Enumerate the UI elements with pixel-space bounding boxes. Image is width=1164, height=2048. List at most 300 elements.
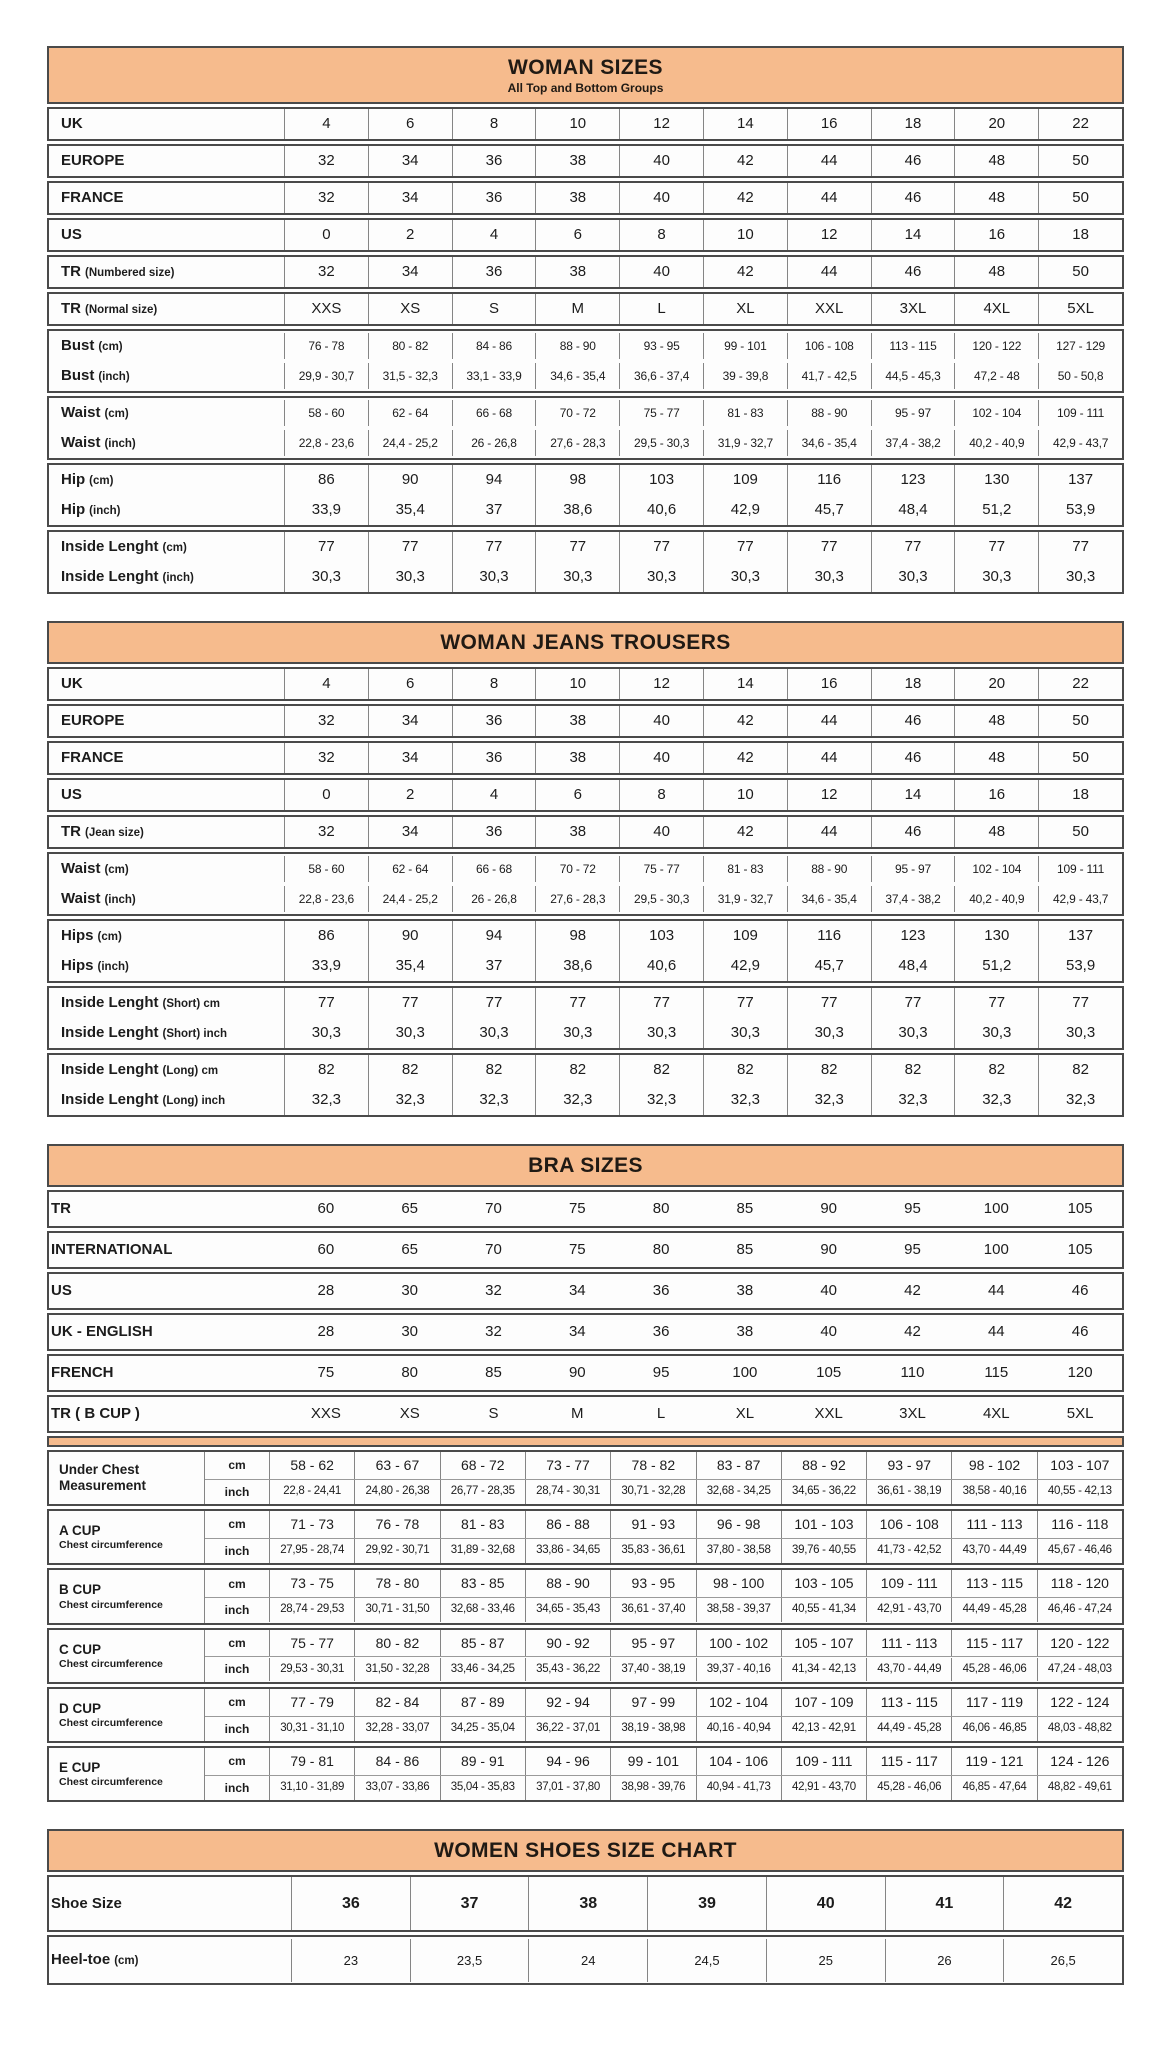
size-cell: 45,7 [787, 951, 871, 981]
size-cell: 47,2 - 48 [954, 363, 1038, 389]
size-cell: 24,80 - 26,38 [354, 1480, 439, 1504]
size-row [49, 854, 1122, 884]
size-cell: 109 - 111 [866, 1570, 951, 1597]
size-cell: 38 [535, 257, 619, 287]
size-cell: 62 - 64 [368, 400, 452, 426]
row-group [47, 107, 1124, 141]
size-cell: 24,5 [647, 1939, 766, 1983]
cup-label-note: Chest circumference [59, 1657, 163, 1670]
size-cell: 44 [787, 257, 871, 287]
row-label-text: Shoe Size [51, 1894, 122, 1912]
size-cell: 75 [568, 1241, 586, 1258]
size-cell: 37 [452, 951, 536, 981]
size-cell: 45,7 [787, 495, 871, 525]
size-cell: 40 [766, 1877, 885, 1930]
size-cell: M [535, 294, 619, 324]
size-cell: 34,25 - 35,04 [440, 1717, 525, 1741]
row-label-text: Waist [61, 890, 101, 907]
size-cell: 75 - 77 [269, 1630, 354, 1657]
size-cell: 79 - 81 [269, 1748, 354, 1775]
size-cell: 82 [535, 1055, 619, 1085]
row-group [47, 144, 1124, 178]
size-cell: 42 [904, 1323, 921, 1340]
size-cell: S [488, 1405, 499, 1422]
size-cell: 42,9 - 43,7 [1038, 430, 1122, 456]
row-label-note: (inch) [104, 438, 136, 450]
size-cell: 77 [452, 532, 536, 562]
size-row [49, 817, 1122, 847]
size-cell: 35,04 - 35,83 [440, 1776, 525, 1800]
size-cell: 6 [368, 109, 452, 139]
size-cell: 38 [736, 1282, 754, 1299]
size-cell: 102 - 104 [696, 1689, 781, 1716]
size-cell: 87 - 89 [440, 1689, 525, 1716]
row-label-text: Inside Lenght [61, 538, 159, 555]
size-cell: 58 - 62 [269, 1452, 354, 1479]
size-cell: 36 [452, 817, 536, 847]
size-cell: 75 - 77 [619, 856, 703, 882]
size-cell: 16 [954, 780, 1038, 810]
size-cell: 14 [703, 669, 787, 699]
size-cell: 30 [401, 1282, 419, 1299]
size-cell: 115 - 117 [951, 1630, 1036, 1657]
size-cell: 6 [535, 780, 619, 810]
size-cell: 53,9 [1038, 951, 1122, 981]
size-cell: 16 [787, 109, 871, 139]
size-row [49, 1085, 1122, 1115]
table-title: WOMEN SHOES SIZE CHART [434, 1839, 737, 1863]
size-cell: 46,06 - 46,85 [951, 1717, 1036, 1741]
row-label-text: Inside Lenght [61, 568, 159, 585]
size-cell: 29,5 - 30,3 [619, 430, 703, 456]
table-title: WOMAN JEANS TROUSERS [440, 631, 731, 654]
row-label [49, 780, 284, 810]
cup-label [49, 1748, 205, 1800]
size-cell: 40,55 - 42,13 [1037, 1480, 1122, 1504]
size-cell: 105 [1067, 1241, 1093, 1258]
row-label-note: (cm) [97, 931, 122, 943]
size-cell: 48 [954, 183, 1038, 213]
cup-label [49, 1511, 205, 1563]
size-cell: 34 [368, 743, 452, 773]
row-label [49, 495, 284, 525]
size-cell: 81 - 83 [703, 856, 787, 882]
size-row [49, 562, 1122, 592]
row-label-text: Waist [61, 434, 101, 451]
size-cell: 31,10 - 31,89 [269, 1776, 354, 1800]
size-cell: 80 [652, 1241, 670, 1258]
size-row [49, 257, 1122, 287]
row-label [49, 109, 284, 139]
row-label [49, 1937, 291, 1983]
size-cell: 32,3 [703, 1085, 787, 1115]
row-label-text: TR [61, 823, 81, 840]
size-cell: 37 [410, 1877, 529, 1930]
size-cell: 32 [284, 257, 368, 287]
size-cell: 111 - 113 [866, 1630, 951, 1657]
size-cell: 70 [485, 1241, 502, 1258]
size-cell: 32,3 [535, 1085, 619, 1115]
size-cell: 44 [787, 706, 871, 736]
size-cell: 30,3 [619, 562, 703, 592]
size-cell: 93 - 95 [619, 333, 703, 359]
size-cell: 95 [904, 1200, 921, 1217]
row-label-text: UK [61, 115, 83, 132]
size-row [49, 220, 1122, 250]
size-cell: 29,53 - 30,31 [269, 1658, 354, 1682]
size-cell: 26 [885, 1939, 1004, 1983]
size-cell: 12 [619, 109, 703, 139]
unit-cell: cm [228, 1635, 246, 1650]
size-cell: 88 - 92 [781, 1452, 866, 1479]
cup-label [49, 1689, 205, 1741]
row-group [47, 530, 1124, 594]
size-cell: 30,3 [1038, 1018, 1122, 1048]
row-label-note: (inch) [104, 894, 136, 906]
size-cell: 37,40 - 38,19 [610, 1658, 695, 1682]
woman-sizes-rows [47, 107, 1124, 594]
size-cell: 18 [1038, 220, 1122, 250]
size-cell: 34 [568, 1282, 586, 1299]
size-cell: 33,9 [284, 495, 368, 525]
size-cell: 2 [368, 220, 452, 250]
size-cell: 36 [652, 1282, 670, 1299]
row-label-text: TR ( B CUP ) [51, 1405, 140, 1422]
size-cell: 95 - 97 [871, 856, 955, 882]
cup-label-note: Chest circumference [59, 1539, 163, 1552]
row-label-text: Bust [61, 367, 95, 384]
size-cell: 78 - 82 [610, 1452, 695, 1479]
row-label [49, 1878, 291, 1930]
row-label [49, 1274, 284, 1308]
size-cell: 38 [535, 817, 619, 847]
size-row [49, 1274, 1122, 1308]
size-cell: 10 [703, 780, 787, 810]
size-cell: 30,3 [703, 562, 787, 592]
size-cell: 82 [787, 1055, 871, 1085]
row-label-note: (cm) [104, 408, 129, 420]
size-cell: 77 [1038, 532, 1122, 562]
size-cell: 100 [983, 1241, 1009, 1258]
table-subtitle: All Top and Bottom Groups [507, 81, 664, 95]
size-cell: 37,4 - 38,2 [871, 430, 955, 456]
row-label [49, 1356, 284, 1390]
row-group [47, 1354, 1124, 1392]
woman-sizes-section [47, 46, 1124, 594]
size-cell: 46,85 - 47,64 [951, 1776, 1036, 1800]
size-cell: 117 - 119 [951, 1689, 1036, 1716]
size-cell: 27,95 - 28,74 [269, 1539, 354, 1563]
size-cell: 29,92 - 30,71 [354, 1539, 439, 1563]
size-cell: 40,6 [619, 495, 703, 525]
cup-label [49, 1570, 205, 1622]
row-label-text: Hip [61, 501, 86, 518]
size-row [49, 532, 1122, 562]
size-cell: 51,2 [954, 495, 1038, 525]
size-cell: 33,1 - 33,9 [452, 363, 536, 389]
row-label-text: Heel-toe [51, 1951, 111, 1969]
size-cell: 32 [284, 706, 368, 736]
row-label-note: (inch) [162, 572, 194, 584]
row-label-text: Inside Lenght [61, 1091, 159, 1108]
size-chart-page [47, 46, 1124, 1985]
size-cell: 31,5 - 32,3 [368, 363, 452, 389]
row-label [49, 988, 284, 1018]
size-cell: 10 [535, 109, 619, 139]
size-cell: 65 [401, 1241, 419, 1258]
size-cell: 10 [535, 669, 619, 699]
size-cell: 98 - 102 [951, 1452, 1036, 1479]
size-cell: 32,28 - 33,07 [354, 1717, 439, 1741]
cup-unit-rows [205, 1511, 1122, 1563]
unit-row [205, 1479, 1122, 1504]
size-cell: 50 - 50,8 [1038, 363, 1122, 389]
cup-label-note: Chest circumference [59, 1776, 163, 1789]
size-cell: 42,91 - 43,70 [781, 1776, 866, 1800]
size-cell: 80 [652, 1200, 670, 1217]
size-cell: 38 [535, 706, 619, 736]
size-row [49, 361, 1122, 391]
size-cell: L [619, 294, 703, 324]
size-cell: 31,9 - 32,7 [703, 430, 787, 456]
size-cell: 94 [452, 921, 536, 951]
size-cell: 95 - 97 [871, 400, 955, 426]
cup-row-group [47, 1568, 1124, 1624]
cup-label-text: C CUP [59, 1641, 102, 1657]
size-cell: 92 - 94 [525, 1689, 610, 1716]
cup-label-text: Under Chest Measurement [59, 1461, 147, 1494]
size-cell: 36 [291, 1877, 410, 1930]
size-row [49, 780, 1122, 810]
cup-row-group [47, 1746, 1124, 1802]
row-label [49, 428, 284, 458]
size-cell: 77 [703, 988, 787, 1018]
size-cell: 118 - 120 [1037, 1570, 1122, 1597]
size-cell: 35,43 - 36,22 [525, 1658, 610, 1682]
size-cell: 14 [703, 109, 787, 139]
size-row [49, 1192, 1122, 1226]
cup-unit-rows [205, 1630, 1122, 1682]
size-cell: 77 [452, 988, 536, 1018]
row-label-note: (cm) [162, 542, 187, 554]
size-cell: 41,34 - 42,13 [781, 1658, 866, 1682]
size-cell: 38 [736, 1323, 754, 1340]
row-label-text: UK - ENGLISH [51, 1323, 153, 1340]
row-group [47, 218, 1124, 252]
shoes-section [47, 1829, 1124, 1985]
size-cell: 36,22 - 37,01 [525, 1717, 610, 1741]
size-cell: 46 [1071, 1323, 1089, 1340]
size-cell: 91 - 93 [610, 1511, 695, 1538]
size-row [49, 183, 1122, 213]
size-cell: 23 [291, 1939, 410, 1983]
row-label-note: (cm) [89, 475, 114, 487]
size-cell: 44 [787, 817, 871, 847]
row-group [47, 1875, 1124, 1932]
size-cell: 34,65 - 36,22 [781, 1480, 866, 1504]
unit-cell: cm [228, 1458, 246, 1473]
size-cell: 120 - 122 [954, 333, 1038, 359]
size-cell: 77 [368, 988, 452, 1018]
row-label [49, 532, 284, 562]
unit-cell: inch [224, 1603, 250, 1618]
size-cell: 32 [485, 1282, 502, 1299]
size-cell: 111 - 113 [951, 1511, 1036, 1538]
cup-label-text: E CUP [59, 1759, 101, 1775]
row-label-note: (cm) [104, 864, 129, 876]
size-cell: 82 [452, 1055, 536, 1085]
size-cell: 84 - 86 [452, 333, 536, 359]
size-cell: 137 [1038, 921, 1122, 951]
size-row [49, 1937, 1122, 1983]
unit-cell: cm [228, 1694, 246, 1709]
size-cell: 99 - 101 [703, 333, 787, 359]
size-cell: 77 [368, 532, 452, 562]
size-cell: 4 [284, 109, 368, 139]
row-label [49, 331, 284, 361]
size-cell: 116 - 118 [1037, 1511, 1122, 1538]
size-cell: 45,28 - 46,06 [951, 1658, 1036, 1682]
size-cell: 81 - 83 [703, 400, 787, 426]
size-cell: 45,67 - 46,46 [1037, 1539, 1122, 1563]
row-group [47, 329, 1124, 393]
row-label-text: UK [61, 675, 83, 692]
size-cell: 77 [703, 532, 787, 562]
size-cell: 34 [368, 817, 452, 847]
size-cell: 30,31 - 31,10 [269, 1717, 354, 1741]
size-cell: 95 [904, 1241, 921, 1258]
size-cell: 16 [954, 220, 1038, 250]
size-cell: 90 [368, 465, 452, 495]
size-row [49, 465, 1122, 495]
size-cell: 95 [652, 1364, 670, 1381]
size-cell: 42,13 - 42,91 [781, 1717, 866, 1741]
size-cell: 41,73 - 42,52 [866, 1539, 951, 1563]
size-cell: 28 [317, 1282, 335, 1299]
bra-cup-rows [47, 1450, 1124, 1802]
size-cell: 77 [535, 988, 619, 1018]
size-cell: 12 [787, 220, 871, 250]
size-cell: 77 [871, 532, 955, 562]
size-cell: 22,8 - 24,41 [269, 1480, 354, 1504]
size-cell: 66 - 68 [452, 856, 536, 882]
size-cell: 63 - 67 [354, 1452, 439, 1479]
size-cell: 70 - 72 [535, 400, 619, 426]
size-cell: 0 [284, 780, 368, 810]
size-cell: 42 [703, 706, 787, 736]
size-cell: 100 - 102 [696, 1630, 781, 1657]
row-group [47, 919, 1124, 983]
row-label [49, 743, 284, 773]
size-cell: 32,68 - 33,46 [440, 1598, 525, 1622]
size-cell: 5XL [1066, 1405, 1094, 1422]
unit-cell: inch [224, 1543, 250, 1558]
size-cell: XXL [814, 1405, 843, 1422]
size-cell: 80 - 82 [368, 333, 452, 359]
row-group [47, 741, 1124, 775]
size-cell: 82 [954, 1055, 1038, 1085]
row-label-note: (Short) inch [162, 1028, 228, 1040]
size-cell: 103 - 105 [781, 1570, 866, 1597]
size-cell: 77 [1038, 988, 1122, 1018]
size-cell: 25 [766, 1939, 885, 1983]
size-row [49, 706, 1122, 736]
size-cell: 95 - 97 [610, 1630, 695, 1657]
unit-row [205, 1452, 1122, 1479]
size-cell: 30 [401, 1323, 419, 1340]
size-cell: 105 - 107 [781, 1630, 866, 1657]
size-cell: 82 [368, 1055, 452, 1085]
size-cell: 48,82 - 49,61 [1037, 1776, 1122, 1800]
row-label-text: Hips [61, 957, 94, 974]
row-label [49, 257, 284, 287]
size-cell: 115 - 117 [866, 1748, 951, 1775]
size-cell: 48 [954, 743, 1038, 773]
unit-cell: inch [224, 1780, 250, 1795]
size-cell: 39 [647, 1877, 766, 1930]
size-cell: 116 [787, 465, 871, 495]
size-cell: 32 [284, 817, 368, 847]
size-cell: 96 - 98 [696, 1511, 781, 1538]
size-cell: 119 - 121 [951, 1748, 1036, 1775]
row-label-note: (Short) cm [162, 998, 220, 1010]
size-row [49, 109, 1122, 139]
size-cell: 90 [368, 921, 452, 951]
size-cell: 37,01 - 37,80 [525, 1776, 610, 1800]
size-cell: 8 [619, 220, 703, 250]
size-cell: 47,24 - 48,03 [1037, 1658, 1122, 1682]
unit-row [205, 1716, 1122, 1741]
size-cell: 14 [871, 220, 955, 250]
size-cell: 32,3 [954, 1085, 1038, 1115]
row-label [49, 1018, 284, 1048]
size-cell: 77 [619, 532, 703, 562]
unit-row [205, 1748, 1122, 1775]
size-cell: 8 [619, 780, 703, 810]
row-label [49, 220, 284, 250]
row-label [49, 951, 284, 981]
size-cell: 30,3 [452, 1018, 536, 1048]
size-cell: 18 [871, 669, 955, 699]
size-cell: 32,3 [619, 1085, 703, 1115]
size-cell: 37,4 - 38,2 [871, 886, 955, 912]
size-cell: 77 [954, 988, 1038, 1018]
size-cell: 12 [787, 780, 871, 810]
size-cell: 44 [987, 1282, 1005, 1299]
size-cell: 38 [535, 743, 619, 773]
row-label-note: (inch) [98, 371, 130, 383]
size-cell: 36 [452, 706, 536, 736]
cup-row-group [47, 1509, 1124, 1565]
size-cell: 32 [284, 183, 368, 213]
size-cell: 30,3 [535, 562, 619, 592]
size-cell: 34 [368, 183, 452, 213]
size-cell: 35,4 [368, 951, 452, 981]
size-cell: 38 [535, 183, 619, 213]
cup-unit-rows [205, 1452, 1122, 1504]
size-cell: 82 - 84 [354, 1689, 439, 1716]
row-group [47, 396, 1124, 460]
row-group [47, 986, 1124, 1050]
size-cell: 50 [1038, 743, 1122, 773]
size-row [49, 1018, 1122, 1048]
size-cell: 88 - 90 [787, 400, 871, 426]
row-label-text: US [51, 1282, 72, 1299]
size-cell: 48,4 [871, 951, 955, 981]
size-cell: 109 - 111 [1038, 400, 1122, 426]
size-cell: 71 - 73 [269, 1511, 354, 1538]
row-group [47, 1935, 1124, 1985]
